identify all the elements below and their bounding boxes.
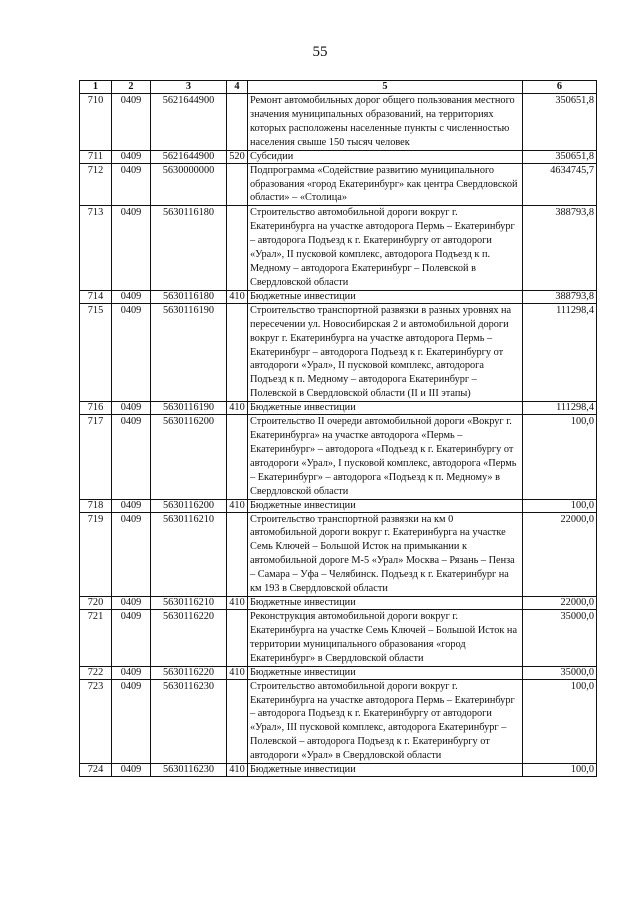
expense-type-cell <box>227 415 248 499</box>
expense-type-cell: 410 <box>227 597 248 610</box>
target-article-code-cell: 5630116190 <box>151 303 227 401</box>
section-code-cell: 0409 <box>112 163 151 206</box>
expense-type-cell: 410 <box>227 764 248 777</box>
expense-type-cell: 410 <box>227 402 248 415</box>
row-number-cell: 716 <box>80 402 112 415</box>
description-cell: Строительство автомобильной дороги вокруг г. Екатеринбурга на участке автодорога Пермь – Екатеринбург – автодорога Подъезд к г. Екатеринбургу от автодороги «Урал», III пусковой комплекс, автодорога Екатеринбург – Полевской – автодорога Подъезд к г. Екатеринбургу от автодороги «Урал» в Свердловской области <box>248 679 523 763</box>
section-code-cell: 0409 <box>112 499 151 512</box>
target-article-code-cell: 5630116230 <box>151 679 227 763</box>
expense-type-cell: 410 <box>227 666 248 679</box>
description-cell: Реконструкция автомобильной дороги вокруг г. Екатеринбурга на участке Семь Ключей – Большой Исток на территории муниципального образования «город Екатеринбург» в Свердловской области <box>248 610 523 667</box>
target-article-code-cell: 5630116220 <box>151 610 227 667</box>
expense-type-cell <box>227 610 248 667</box>
row-number-cell: 720 <box>80 597 112 610</box>
row-number-cell: 723 <box>80 679 112 763</box>
amount-cell: 388793,8 <box>523 290 597 303</box>
amount-cell: 22000,0 <box>523 597 597 610</box>
table-row <box>80 499 597 512</box>
description-cell: Бюджетные инвестиции <box>248 402 523 415</box>
expense-type-cell <box>227 206 248 290</box>
table-row <box>80 290 597 303</box>
table-row <box>80 303 597 401</box>
table-row <box>80 415 597 499</box>
amount-cell: 100,0 <box>523 764 597 777</box>
table-row <box>80 402 597 415</box>
section-code-cell: 0409 <box>112 150 151 163</box>
section-code-cell: 0409 <box>112 597 151 610</box>
amount-cell: 111298,4 <box>523 402 597 415</box>
row-number-cell: 711 <box>80 150 112 163</box>
row-number-cell: 712 <box>80 163 112 206</box>
description-cell: Подпрограмма «Содействие развитию муниципального образования «город Екатеринбург» как центра Свердловской области» – «Столица» <box>248 163 523 206</box>
expense-type-cell <box>227 163 248 206</box>
expense-type-cell <box>227 303 248 401</box>
target-article-code-cell: 5630116230 <box>151 764 227 777</box>
amount-cell: 100,0 <box>523 679 597 763</box>
section-code-cell: 0409 <box>112 764 151 777</box>
row-number-cell: 722 <box>80 666 112 679</box>
amount-cell: 100,0 <box>523 499 597 512</box>
section-code-cell: 0409 <box>112 290 151 303</box>
target-article-code-cell: 5630116180 <box>151 206 227 290</box>
amount-cell: 350651,8 <box>523 150 597 163</box>
expense-type-cell <box>227 94 248 151</box>
section-code-cell: 0409 <box>112 206 151 290</box>
table-row <box>80 764 597 777</box>
row-number-cell: 713 <box>80 206 112 290</box>
column-header: 5 <box>248 81 523 94</box>
row-number-cell: 717 <box>80 415 112 499</box>
table-row <box>80 163 597 206</box>
table-row <box>80 512 597 596</box>
amount-cell: 388793,8 <box>523 206 597 290</box>
row-number-cell: 710 <box>80 94 112 151</box>
amount-cell: 100,0 <box>523 415 597 499</box>
table-row <box>80 679 597 763</box>
table-row <box>80 150 597 163</box>
target-article-code-cell: 5630116210 <box>151 597 227 610</box>
amount-cell: 35000,0 <box>523 610 597 667</box>
description-cell: Строительство автомобильной дороги вокруг г. Екатеринбурга на участке автодорога Пермь – Екатеринбург – автодорога Подъезд к г. Екатеринбургу от автодороги «Урал», II пусковой комплекс, автодорога Подъезд к п. Медному – автодорога Екатеринбург – Полевской в Свердловской области <box>248 206 523 290</box>
description-cell: Строительство транспортной развязки на км 0 автомобильной дороги вокруг г. Екатеринбурга на участке Семь Ключей – Большой Исток на примыкании к автомобильной дороге М-5 «Урал» Москва – Рязань – Пенза – Самара – Уфа – Челябинск. Подъезд к г. Екатеринбург на км 193 в Свердловской области <box>248 512 523 596</box>
row-number-cell: 718 <box>80 499 112 512</box>
column-header: 3 <box>151 81 227 94</box>
description-cell: Бюджетные инвестиции <box>248 764 523 777</box>
section-code-cell: 0409 <box>112 303 151 401</box>
section-code-cell: 0409 <box>112 666 151 679</box>
description-cell: Строительство транспортной развязки в разных уровнях на пересечении ул. Новосибирская 2 и автомобильной дороги вокруг г. Екатеринбурга на участке автодорога Пермь – Екатеринбург – автодорога Подъезд к г. Екатеринбургу от автодороги «Урал», II пусковой комплекс, автодорога Подъезд к п. Медному – автодорога Екатеринбург – Полевской в Свердловской области (II и III этапы) <box>248 303 523 401</box>
table-row <box>80 610 597 667</box>
section-code-cell: 0409 <box>112 512 151 596</box>
section-code-cell: 0409 <box>112 94 151 151</box>
budget-table <box>79 80 597 777</box>
description-cell: Строительство II очереди автомобильной дороги «Вокруг г. Екатеринбурга» на участке автодорога «Пермь – Екатеринбург» – автодорога «Подъезд к г. Екатеринбургу от автодороги «Урал», I пусковой комплекс, автодорога «Пермь – Екатеринбург» – автодорога «Подъезд к п. Медному» в Свердловской области <box>248 415 523 499</box>
description-cell: Бюджетные инвестиции <box>248 290 523 303</box>
amount-cell: 4634745,7 <box>523 163 597 206</box>
expense-type-cell: 520 <box>227 150 248 163</box>
target-article-code-cell: 5621644900 <box>151 94 227 151</box>
table-body <box>80 94 597 777</box>
table-header-row <box>80 81 597 94</box>
section-code-cell: 0409 <box>112 679 151 763</box>
section-code-cell: 0409 <box>112 415 151 499</box>
row-number-cell: 714 <box>80 290 112 303</box>
table-row <box>80 597 597 610</box>
row-number-cell: 715 <box>80 303 112 401</box>
description-cell: Субсидии <box>248 150 523 163</box>
column-header: 4 <box>227 81 248 94</box>
expense-type-cell <box>227 679 248 763</box>
amount-cell: 111298,4 <box>523 303 597 401</box>
target-article-code-cell: 5630116220 <box>151 666 227 679</box>
target-article-code-cell: 5630116190 <box>151 402 227 415</box>
target-article-code-cell: 5621644900 <box>151 150 227 163</box>
section-code-cell: 0409 <box>112 610 151 667</box>
amount-cell: 35000,0 <box>523 666 597 679</box>
row-number-cell: 719 <box>80 512 112 596</box>
row-number-cell: 724 <box>80 764 112 777</box>
row-number-cell: 721 <box>80 610 112 667</box>
column-header: 6 <box>523 81 597 94</box>
table-row <box>80 206 597 290</box>
column-header: 1 <box>80 81 112 94</box>
description-cell: Бюджетные инвестиции <box>248 666 523 679</box>
table-row <box>80 94 597 151</box>
expense-type-cell: 410 <box>227 499 248 512</box>
description-cell: Бюджетные инвестиции <box>248 597 523 610</box>
target-article-code-cell: 5630116200 <box>151 415 227 499</box>
page-number: 55 <box>312 44 328 60</box>
target-article-code-cell: 5630116200 <box>151 499 227 512</box>
description-cell: Бюджетные инвестиции <box>248 499 523 512</box>
target-article-code-cell: 5630116210 <box>151 512 227 596</box>
amount-cell: 350651,8 <box>523 94 597 151</box>
table-row <box>80 666 597 679</box>
column-header: 2 <box>112 81 151 94</box>
amount-cell: 22000,0 <box>523 512 597 596</box>
expense-type-cell: 410 <box>227 290 248 303</box>
section-code-cell: 0409 <box>112 402 151 415</box>
target-article-code-cell: 5630000000 <box>151 163 227 206</box>
target-article-code-cell: 5630116180 <box>151 290 227 303</box>
expense-type-cell <box>227 512 248 596</box>
description-cell: Ремонт автомобильных дорог общего пользования местного значения муниципальных образований, на территориях которых расположены населенные пункты с численностью населения свыше 150 тысяч человек <box>248 94 523 151</box>
